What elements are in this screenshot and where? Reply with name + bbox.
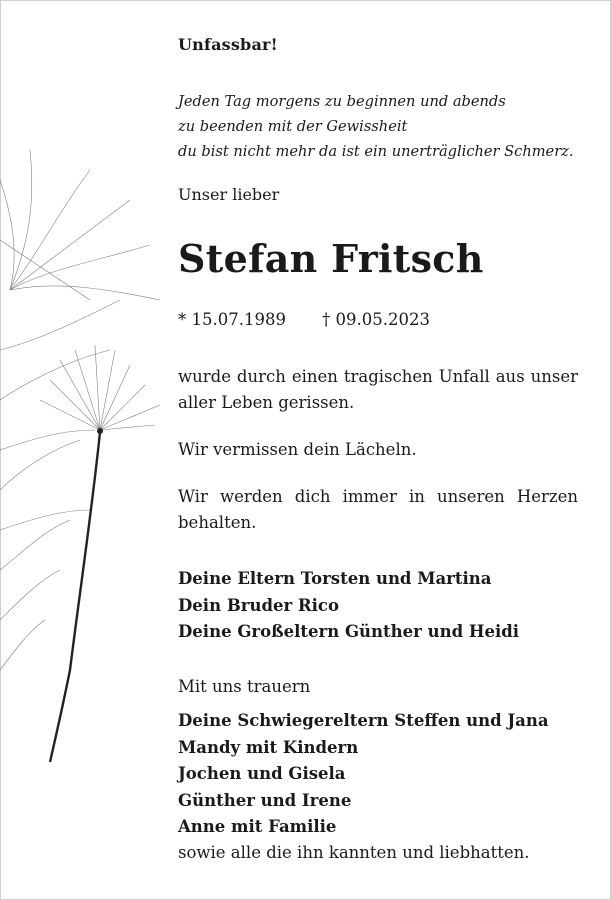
quote (178, 89, 574, 164)
closing-line: sowie alle die ihn kannten und liebhatten. (178, 843, 530, 862)
relative: Günther und Irene (178, 790, 352, 810)
family-member: Dein Bruder Rico (178, 595, 339, 615)
paragraph-hearts: Wir werden dich immer in unseren Herzen behalten. (178, 487, 578, 532)
relative: Anne mit Familie (178, 817, 337, 836)
heading: Unfassbar! (178, 35, 278, 54)
intro-text: Unser lieber (178, 185, 280, 204)
paragraph-smile: Wir vermissen dein Lächeln. (178, 440, 417, 459)
life-dates (178, 310, 430, 329)
relative: Jochen und Gisela (178, 764, 346, 783)
paragraph-accident: wurde durch einen tragischen Unfall aus unser aller Leben gerissen. (178, 367, 578, 412)
mourning-intro: Mit uns trauern (178, 677, 311, 696)
family-list (178, 566, 519, 646)
dandelion-illustration (0, 150, 170, 790)
relatives-list (178, 708, 549, 841)
death-date: † 09.05.2023 (321, 310, 430, 329)
relative: Mandy mit Kindern (178, 737, 359, 757)
deceased-name: Stefan Fritsch (178, 236, 484, 281)
birth-date: * 15.07.1989 (178, 310, 286, 329)
relative: Deine Schwiegereltern Steffen und Jana (178, 711, 549, 730)
quote-line: du bist nicht mehr da ist ein unerträglicher Schmerz. (178, 143, 574, 160)
quote-line: Jeden Tag morgens zu beginnen und abends (178, 93, 506, 110)
family-member: Deine Großeltern Günther und Heidi (178, 622, 520, 641)
family-member: Deine Eltern Torsten und Martina (178, 569, 492, 588)
quote-line: zu beenden mit der Gewissheit (178, 118, 408, 135)
